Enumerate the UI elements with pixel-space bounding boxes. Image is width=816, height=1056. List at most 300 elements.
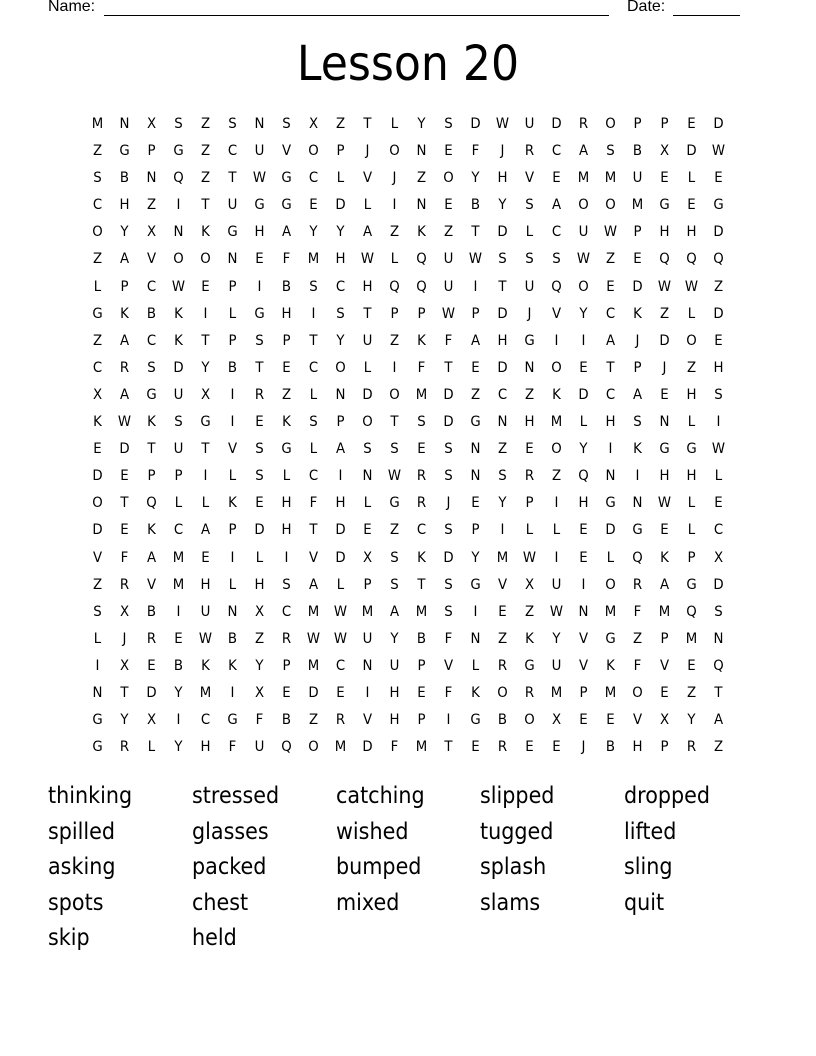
grid-letter: P (282, 657, 291, 674)
grid-letter: U (362, 332, 373, 349)
grid-letter: H (686, 224, 697, 241)
grid-letter: H (497, 170, 508, 187)
grid-letter: H (578, 495, 589, 512)
word-search-grid (84, 114, 732, 764)
grid-letter: C (605, 386, 616, 403)
grid-letter: E (444, 197, 453, 214)
grid-letter: S (633, 414, 642, 431)
grid-letter: M (658, 603, 671, 620)
grid-letter: C (146, 278, 157, 295)
grid-letter: E (687, 197, 696, 214)
grid-letter: P (390, 305, 399, 322)
grid-letter: K (201, 224, 210, 241)
grid-letter: G (119, 143, 130, 160)
grid-letter: D (335, 197, 346, 214)
grid-letter: W (360, 251, 375, 268)
grid-letter: R (524, 143, 535, 160)
grid-letter: R (578, 116, 589, 132)
grid-letter: D (659, 332, 670, 349)
grid-letter: E (309, 197, 318, 214)
grid-letter: Z (335, 116, 346, 132)
grid-letter: M (631, 197, 644, 214)
grid-letter: G (146, 386, 157, 403)
grid-letter: E (579, 549, 588, 566)
grid-letter: B (605, 739, 616, 756)
grid-letter: N (470, 441, 481, 458)
grid-letter: A (119, 251, 130, 268)
grid-letter: G (254, 305, 265, 322)
grid-letter: F (417, 359, 426, 376)
grid-letter: R (254, 386, 265, 403)
grid-letter: U (551, 576, 562, 593)
grid-letter: Z (416, 170, 427, 187)
grid-letter: H (254, 224, 265, 241)
grid-letter: F (390, 739, 399, 756)
name-blank-line[interactable] (104, 15, 609, 16)
grid-letter: B (281, 278, 292, 295)
grid-letter: X (308, 116, 319, 132)
grid-letter: L (390, 251, 399, 268)
grid-letter: V (362, 170, 373, 187)
grid-letter: H (389, 684, 400, 701)
grid-letter: H (119, 197, 130, 214)
grid-letter: A (308, 576, 319, 593)
grid-letter: M (604, 170, 617, 187)
grid-letter: N (227, 603, 238, 620)
grid-letter: I (581, 576, 586, 593)
grid-letter: E (552, 739, 561, 756)
grid-letter: W (711, 143, 726, 160)
word-bank-item: bumped (336, 854, 422, 880)
grid-letter: D (578, 386, 589, 403)
grid-letter: D (362, 739, 373, 756)
word-bank-item: dropped (624, 783, 711, 809)
word-bank-item: spots (48, 889, 104, 916)
grid-letter: T (201, 441, 210, 458)
grid-letter: P (147, 468, 156, 485)
grid-letter: L (309, 386, 318, 403)
grid-letter: H (632, 739, 643, 756)
grid-letter: G (281, 441, 292, 458)
grid-letter: Q (146, 495, 157, 512)
grid-letter: N (578, 603, 589, 620)
grid-letter: N (659, 414, 670, 431)
grid-letter: J (635, 332, 640, 349)
name-label: Name: (48, 0, 96, 15)
grid-letter: G (227, 224, 238, 241)
grid-letter: T (471, 224, 480, 241)
grid-letter: D (119, 441, 130, 458)
grid-letter: J (446, 495, 451, 512)
grid-letter: V (146, 576, 157, 593)
grid-letter: X (362, 549, 373, 566)
grid-letter: F (255, 712, 264, 729)
grid-letter: H (254, 576, 265, 593)
grid-letter: A (389, 603, 400, 620)
grid-letter: S (498, 251, 507, 268)
grid-letter: L (93, 278, 102, 295)
grid-letter: K (93, 414, 102, 431)
grid-letter: E (660, 522, 669, 539)
grid-letter: S (444, 116, 453, 132)
grid-letter: K (228, 495, 237, 512)
word-bank-item: held (192, 925, 237, 951)
grid-letter: O (578, 278, 589, 295)
grid-letter: L (525, 522, 534, 539)
grid-letter: C (497, 386, 508, 403)
grid-letter: A (713, 712, 724, 729)
grid-letter: S (147, 359, 156, 376)
grid-letter: S (714, 603, 723, 620)
grid-letter: S (714, 386, 723, 403)
grid-letter: F (471, 143, 480, 160)
word-bank-item: thinking (48, 783, 133, 809)
grid-letter: A (335, 441, 346, 458)
grid-letter: N (632, 495, 643, 512)
grid-letter: F (633, 657, 642, 674)
word-bank-item: stressed (192, 783, 280, 809)
grid-letter: I (176, 712, 181, 729)
grid-letter: E (687, 116, 696, 132)
grid-letter: E (579, 522, 588, 539)
word-bank-item: slipped (480, 783, 555, 809)
grid-letter: V (578, 657, 589, 674)
grid-letter: Z (443, 224, 454, 241)
grid-letter: I (284, 549, 289, 566)
grid-letter: P (633, 359, 642, 376)
grid-letter: H (713, 359, 724, 376)
grid-letter: L (579, 414, 588, 431)
grid-letter: C (173, 522, 184, 539)
grid-letter: O (605, 116, 616, 132)
grid-letter: R (119, 359, 130, 376)
grid-letter: G (659, 441, 670, 458)
grid-letter: Y (579, 441, 588, 458)
grid-letter: H (659, 468, 670, 485)
grid-letter: Z (470, 386, 481, 403)
grid-letter: K (174, 305, 183, 322)
grid-letter: B (416, 630, 427, 647)
grid-letter: Q (551, 278, 562, 295)
grid-letter: A (659, 576, 670, 593)
grid-letter: N (497, 414, 508, 431)
grid-letter: Z (281, 386, 292, 403)
grid-letter: R (281, 630, 292, 647)
grid-letter: L (228, 305, 237, 322)
grid-letter: D (92, 522, 103, 539)
grid-letter: V (578, 630, 589, 647)
grid-letter: H (335, 251, 346, 268)
grid-letter: U (632, 170, 643, 187)
grid-letter: I (230, 414, 235, 431)
grid-letter: G (227, 712, 238, 729)
grid-letter: A (605, 332, 616, 349)
grid-letter: P (417, 305, 426, 322)
grid-letter: K (471, 684, 480, 701)
grid-letter: X (659, 712, 670, 729)
grid-letter: D (713, 116, 724, 132)
grid-letter: X (119, 603, 130, 620)
page-title: Lesson 20 (296, 36, 520, 92)
grid-letter: I (473, 603, 478, 620)
grid-letter: O (200, 251, 211, 268)
grid-letter: S (444, 603, 453, 620)
word-bank-item: sling (624, 854, 673, 880)
grid-letter: E (660, 684, 669, 701)
grid-letter: Z (146, 197, 157, 214)
grid-letter: O (335, 359, 346, 376)
grid-letter: S (228, 116, 237, 132)
grid-letter: I (365, 684, 370, 701)
grid-letter: E (660, 386, 669, 403)
grid-letter: Q (686, 603, 697, 620)
grid-letter: I (554, 549, 559, 566)
grid-letter: N (524, 359, 535, 376)
grid-letter: Y (471, 549, 480, 566)
grid-letter: R (497, 739, 508, 756)
grid-letter: J (527, 305, 532, 322)
grid-letter: K (660, 549, 669, 566)
word-bank-item: splash (480, 854, 547, 880)
grid-letter: P (417, 657, 426, 674)
grid-letter: W (333, 603, 348, 620)
word-bank (48, 780, 768, 958)
grid-letter: P (471, 305, 480, 322)
grid-letter: P (120, 278, 129, 295)
grid-letter: A (470, 332, 481, 349)
grid-letter: X (146, 712, 157, 729)
grid-letter: S (444, 576, 453, 593)
grid-letter: G (470, 712, 481, 729)
grid-letter: G (605, 630, 616, 647)
grid-letter: G (470, 576, 481, 593)
grid-letter: T (444, 359, 453, 376)
grid-letter: D (173, 359, 184, 376)
grid-letter: C (308, 170, 319, 187)
grid-letter: K (525, 630, 534, 647)
grid-letter: L (309, 441, 318, 458)
grid-letter: Z (92, 251, 103, 268)
grid-letter: V (92, 549, 103, 566)
grid-letter: Z (497, 441, 508, 458)
grid-letter: U (173, 386, 184, 403)
grid-letter: E (687, 657, 696, 674)
grid-letter: E (336, 684, 345, 701)
grid-letter: P (687, 549, 696, 566)
grid-letter: S (444, 441, 453, 458)
grid-letter: Y (390, 630, 399, 647)
grid-letter: I (392, 197, 397, 214)
grid-letter: I (635, 468, 640, 485)
grid-letter: X (713, 549, 724, 566)
grid-letter: O (389, 143, 400, 160)
grid-letter: I (716, 414, 721, 431)
grid-letter: I (95, 657, 100, 674)
grid-letter: W (198, 630, 213, 647)
grid-letter: D (335, 549, 346, 566)
grid-letter: C (713, 522, 724, 539)
grid-letter: H (686, 468, 697, 485)
grid-letter: Y (174, 684, 183, 701)
grid-letter: S (336, 305, 345, 322)
grid-letter: Q (281, 739, 292, 756)
grid-letter: L (525, 224, 534, 241)
grid-letter: E (174, 630, 183, 647)
grid-letter: O (443, 170, 454, 187)
grid-letter: I (554, 332, 559, 349)
grid-letter: M (361, 603, 374, 620)
grid-letter: Z (632, 630, 643, 647)
grid-letter: C (308, 359, 319, 376)
grid-letter: C (146, 332, 157, 349)
grid-letter: O (551, 441, 562, 458)
grid-letter: C (551, 143, 562, 160)
grid-letter: T (498, 278, 507, 295)
grid-letter: D (551, 116, 562, 132)
word-bank-item: slams (480, 889, 541, 916)
grid-letter: R (524, 684, 535, 701)
grid-letter: Q (686, 251, 697, 268)
grid-letter: D (713, 576, 724, 593)
grid-letter: H (605, 414, 616, 431)
grid-letter: W (306, 630, 321, 647)
grid-letter: O (497, 684, 508, 701)
grid-letter: D (713, 305, 724, 322)
grid-letter: Q (578, 468, 589, 485)
grid-letter: L (282, 468, 291, 485)
grid-letter: G (254, 197, 265, 214)
grid-letter: R (686, 739, 697, 756)
grid-letter: V (659, 657, 670, 674)
grid-letter: S (525, 251, 534, 268)
grid-letter: Z (200, 170, 211, 187)
grid-letter: P (579, 684, 588, 701)
grid-letter: R (416, 468, 427, 485)
grid-letter: P (660, 630, 669, 647)
grid-letter: G (281, 170, 292, 187)
grid-letter: I (338, 468, 343, 485)
grid-letter: J (662, 359, 667, 376)
grid-letter: M (307, 657, 320, 674)
grid-letter: O (524, 712, 535, 729)
grid-letter: E (363, 522, 372, 539)
grid-letter: S (525, 197, 534, 214)
grid-letter: G (173, 143, 184, 160)
grid-letter: Q (632, 549, 643, 566)
grid-letter: T (390, 414, 399, 431)
grid-letter: M (685, 630, 698, 647)
grid-letter: E (201, 278, 210, 295)
grid-letter: Y (498, 495, 507, 512)
grid-letter: O (605, 576, 616, 593)
grid-letter: K (417, 224, 426, 241)
grid-letter: W (549, 603, 564, 620)
grid-letter: Z (92, 332, 103, 349)
grid-letter: S (417, 414, 426, 431)
grid-letter: J (392, 170, 397, 187)
grid-letter: L (228, 468, 237, 485)
grid-letter: P (363, 576, 372, 593)
grid-letter: M (415, 386, 428, 403)
grid-letter: J (581, 739, 586, 756)
grid-letter: W (522, 549, 537, 566)
grid-letter: Z (524, 386, 535, 403)
grid-letter: I (230, 549, 235, 566)
grid-letter: T (606, 359, 615, 376)
grid-letter: N (173, 224, 184, 241)
grid-letter: L (363, 359, 372, 376)
grid-letter: U (200, 603, 211, 620)
grid-letter: M (577, 170, 590, 187)
grid-letter: B (632, 143, 643, 160)
grid-letter: D (335, 522, 346, 539)
grid-letter: M (199, 684, 212, 701)
grid-letter: N (254, 116, 265, 132)
grid-letter: J (122, 630, 127, 647)
grid-letter: P (228, 278, 237, 295)
grid-letter: Z (686, 359, 697, 376)
grid-letter: M (172, 576, 185, 593)
grid-letter: K (633, 305, 642, 322)
grid-letter: S (390, 441, 399, 458)
grid-letter: A (200, 522, 211, 539)
grid-letter: X (92, 386, 103, 403)
grid-letter: S (309, 278, 318, 295)
grid-letter: W (603, 224, 618, 241)
grid-letter: S (498, 468, 507, 485)
word-bank-item: chest (192, 889, 249, 916)
grid-letter: X (659, 143, 670, 160)
grid-letter: M (550, 414, 563, 431)
grid-letter: G (713, 197, 724, 214)
grid-letter: M (415, 603, 428, 620)
grid-letter: P (471, 522, 480, 539)
grid-letter: S (282, 576, 291, 593)
grid-letter: E (498, 603, 507, 620)
grid-letter: S (255, 332, 264, 349)
grid-letter: W (441, 305, 456, 322)
date-blank-line[interactable] (673, 15, 740, 16)
grid-letter: L (336, 170, 345, 187)
grid-letter: T (228, 170, 237, 187)
grid-letter: A (119, 386, 130, 403)
grid-letter: O (632, 684, 643, 701)
grid-letter: F (444, 630, 453, 647)
word-bank-item: tugged (480, 818, 554, 845)
grid-letter: P (660, 739, 669, 756)
grid-letter: H (362, 278, 373, 295)
grid-letter: G (200, 414, 211, 431)
grid-letter: N (92, 684, 103, 701)
grid-letter: D (146, 684, 157, 701)
grid-letter: Y (471, 170, 480, 187)
grid-letter: N (713, 630, 724, 647)
grid-letter: S (93, 170, 102, 187)
grid-letter: Z (659, 305, 670, 322)
word-bank-item: packed (192, 854, 267, 880)
grid-letter: I (203, 468, 208, 485)
grid-letter: M (604, 684, 617, 701)
grid-letter: H (524, 414, 535, 431)
grid-letter: H (281, 495, 292, 512)
grid-letter: E (579, 712, 588, 729)
grid-letter: Y (336, 224, 345, 241)
grid-letter: S (93, 603, 102, 620)
grid-letter: J (500, 143, 505, 160)
word-bank-item: lifted (624, 818, 677, 845)
grid-letter: Z (92, 143, 103, 160)
grid-letter: T (714, 684, 723, 701)
